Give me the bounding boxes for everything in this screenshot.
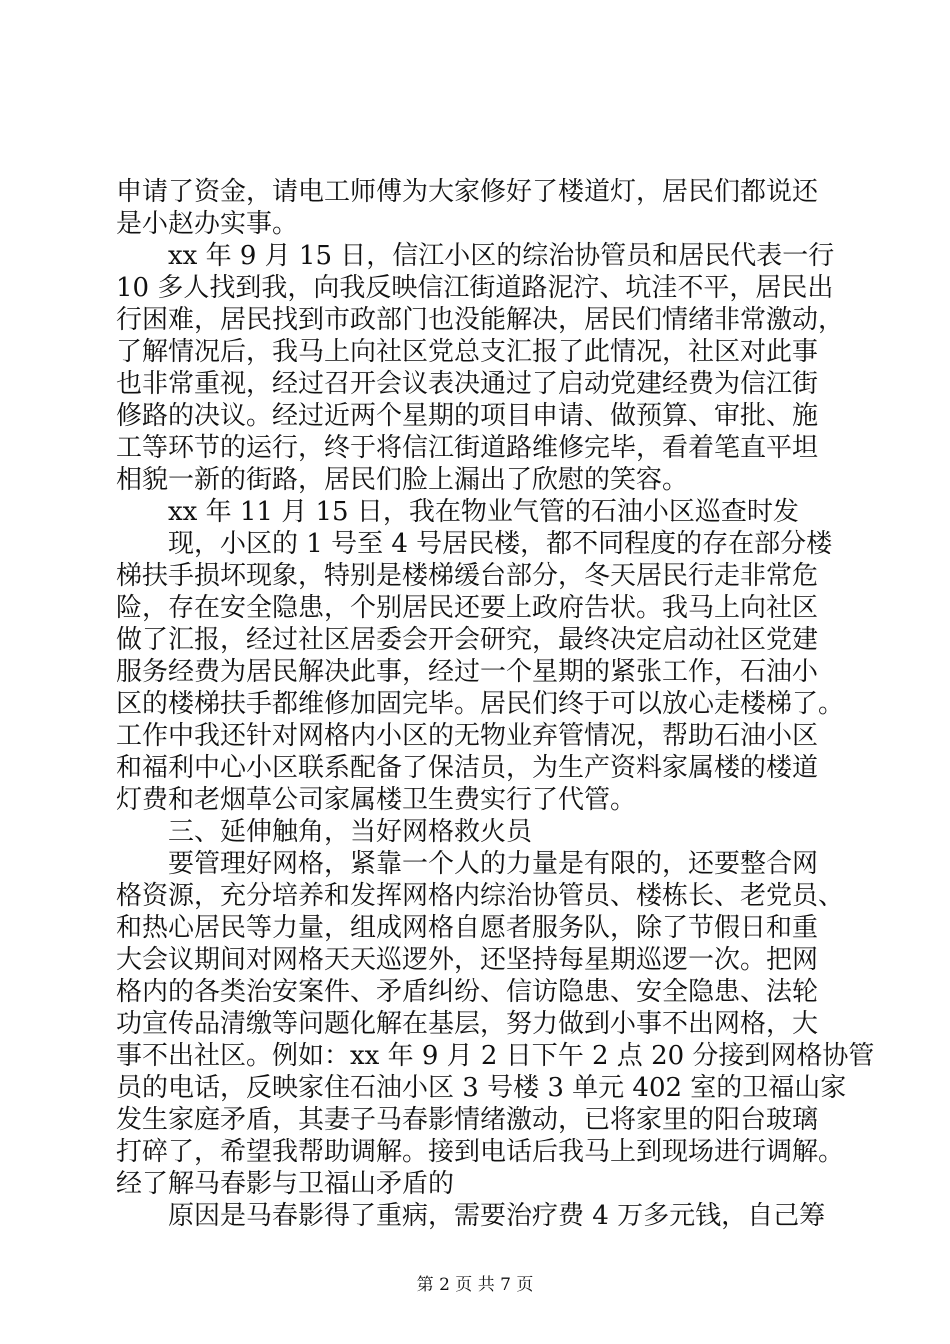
text-line: 经了解马春影与卫福山矛盾的 bbox=[116, 1169, 455, 1199]
text-line: 工等环节的运行，终于将信江街道路维修完毕，看着笔直平坦 bbox=[116, 433, 819, 463]
text-line: 原因是马春影得了重病，需要治疗费 4 万多元钱，自己筹 bbox=[116, 1201, 826, 1231]
text-line: 要管理好网格，紧靠一个人的力量是有限的，还要整合网 bbox=[116, 849, 819, 879]
text-line: 员的电话，反映家住石油小区 3 号楼 3 单元 402 室的卫福山家 bbox=[116, 1073, 847, 1103]
text-line: 和福利中心小区联系配备了保洁员，为生产资料家属楼的楼道 bbox=[116, 753, 819, 783]
text-line: 也非常重视，经过召开会议表决通过了启动党建经费为信江街 bbox=[116, 369, 819, 399]
page-number-footer: 第 2 页 共 7 页 bbox=[416, 1275, 534, 1295]
text-line: 事不出社区。例如：xx 年 9 月 2 日下午 2 点 20 分接到网格协管 bbox=[116, 1041, 875, 1071]
text-line: 梯扶手损坏现象，特别是楼梯缓台部分，冬天居民行走非常危 bbox=[116, 561, 819, 591]
document-body bbox=[116, 176, 875, 1232]
text-line: 灯费和老烟草公司家属楼卫生费实行了代管。 bbox=[116, 785, 637, 815]
text-line: 功宣传品清缴等问题化解在基层，努力做到小事不出网格，大 bbox=[116, 1009, 819, 1039]
text-line: 服务经费为居民解决此事，经过一个星期的紧张工作，石油小 bbox=[116, 657, 819, 687]
text-line: 打碎了，希望我帮助调解。接到电话后我马上到现场进行调解。 bbox=[116, 1137, 845, 1167]
text-line: 区的楼梯扶手都维修加固完毕。居民们终于可以放心走楼梯了。 bbox=[116, 689, 845, 719]
text-line: 格资源，充分培养和发挥网格内综治协管员、楼栋长、老党员、 bbox=[116, 881, 845, 911]
text-line: 和热心居民等力量，组成网格自愿者服务队，除了节假日和重 bbox=[116, 913, 819, 943]
text-line: 工作中我还针对网格内小区的无物业弃管情况，帮助石油小区 bbox=[116, 721, 819, 751]
text-line: 行困难，居民找到市政部门也没能解决，居民们情绪非常激动， bbox=[116, 305, 845, 335]
text-line: 了解情况后，我马上向社区党总支汇报了此情况，社区对此事 bbox=[116, 337, 819, 367]
text-line: 申请了资金，请电工师傅为大家修好了楼道灯，居民们都说还 bbox=[116, 177, 819, 207]
text-line: 修路的决议。经过近两个星期的项目申请、做预算、审批、施 bbox=[116, 401, 819, 431]
text-line: 相貌一新的街路，居民们脸上漏出了欣慰的笑容。 bbox=[116, 465, 689, 495]
text-line: 大会议期间对网格天天巡逻外，还坚持每星期巡逻一次。把网 bbox=[116, 945, 819, 975]
text-line: 格内的各类治安案件、矛盾纠纷、信访隐患、安全隐患、法轮 bbox=[116, 977, 819, 1007]
text-line: 险，存在安全隐患，个别居民还要上政府告状。我马上向社区 bbox=[116, 593, 819, 623]
text-line: 做了汇报，经过社区居委会开会研究，最终决定启动社区党建 bbox=[116, 625, 819, 655]
text-line: 发生家庭矛盾，其妻子马春影情绪激动，已将家里的阳台玻璃 bbox=[116, 1105, 819, 1135]
text-line: 10 多人找到我，向我反映信江街道路泥泞、坑洼不平，居民出 bbox=[116, 273, 834, 303]
text-line: xx 年 9 月 15 日，信江小区的综治协管员和居民代表一行 bbox=[116, 241, 835, 271]
text-line: 现，小区的 1 号至 4 号居民楼，都不同程度的存在部分楼 bbox=[116, 529, 833, 559]
text-line: 是小赵办实事。 bbox=[116, 209, 299, 239]
text-line: xx 年 11 月 15 日，我在物业气管的石油小区巡查时发 bbox=[116, 497, 799, 527]
section-heading: 三、延伸触角，当好网格救火员 bbox=[116, 817, 533, 847]
